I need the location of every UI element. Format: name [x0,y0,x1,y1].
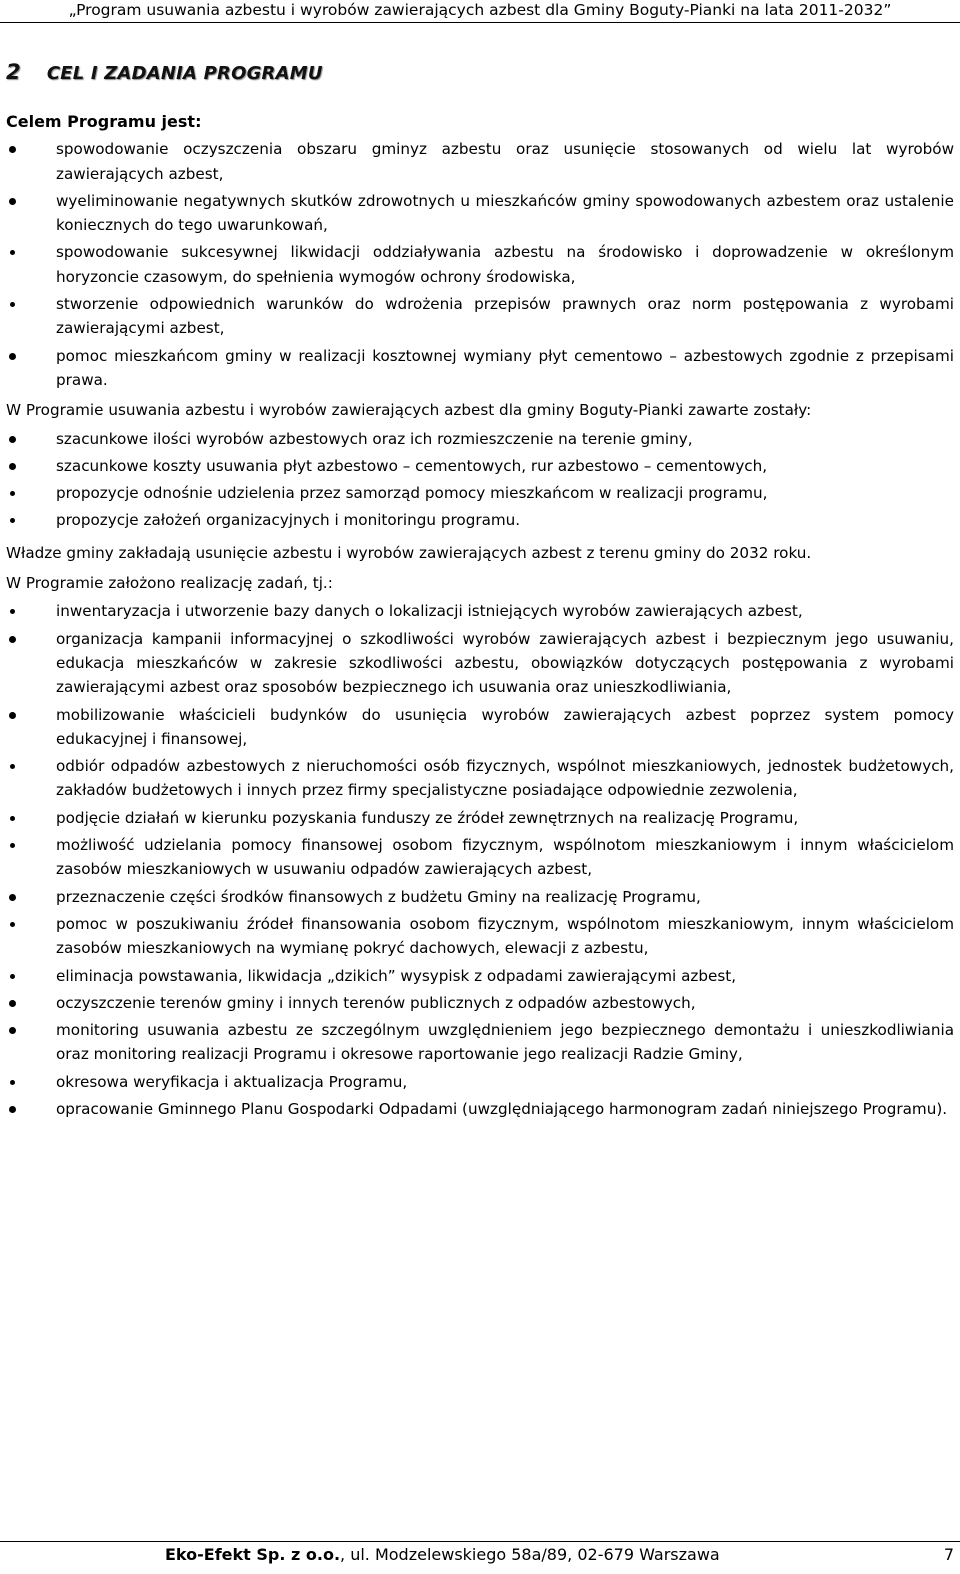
bullet-icon [10,974,15,979]
list-item: spowodowanie sukcesywnej likwidacji oddziaływania azbestu na środowisko i doprowadzenie w określonym horyzoncie czasowym, do spełnienia wymogów ochrony środowiska, [6,240,954,289]
bullet-icon [10,250,15,255]
tasks-list [6,599,954,1121]
footer-street: , ul. Modzelewskiego 58a/89, 02-679 Warszawa [340,1545,720,1564]
list-item: monitoring usuwania azbestu ze szczególnym uwzględnieniem jego bezpiecznego demontażu i unieszkodliwiania oraz monitoring realizacji Programu i okresowe raportowanie jego realizacji Radzie Gminy, [6,1018,954,1067]
list-item: stworzenie odpowiednich warunków do wdrożenia przepisów prawnych oraz norm postępowania z wyrobami zawierającymi azbest, [6,292,954,341]
bullet-icon [9,636,16,643]
page-content [6,110,954,1124]
list-item: inwentaryzacja i utworzenie bazy danych o lokalizacji istniejących wyrobów zawierających azbest, [6,599,954,623]
list-item: pomoc w poszukiwaniu źródeł finansowania osobom fizycznym, wspólnotom mieszkaniowym, innym właścicielom zasobów mieszkaniowych na wymianę pokryć dachowych, elewacji z azbestu, [6,912,954,961]
list-item: wyeliminowanie negatywnych skutków zdrowotnych u mieszkańców gminy spowodowanych azbestem oraz ustalenie koniecznych do tego uwarunkowań, [6,189,954,238]
list-item: podjęcie działań w kierunku pozyskania funduszy ze źródeł zewnętrznych na realizację Programu, [6,806,954,830]
bullet-icon [9,146,16,153]
bullet-icon [10,816,15,821]
header-title: „Program usuwania azbestu i wyrobów zawierających azbest dla Gminy Boguty-Pianki na lata 2011-2032” [68,1,892,19]
bullet-icon [10,518,15,523]
list-item: odbiór odpadów azbestowych z nieruchomości osób fizycznych, wspólnot mieszkaniowych, jednostek budżetowych, zakładów budżetowych i innych przez firmy specjalistyczne posiadające odpowiednie zezwolenia, [6,754,954,803]
bullet-icon [9,894,16,901]
list-item: organizacja kampanii informacyjnej o szkodliwości wyrobów zawierających azbest i bezpiecznym jego usuwaniu, edukacja mieszkańców w zakresie szkodliwości azbestu, obowiązków dotyczących postępowania z wyrobami zawierającymi azbest oraz sposobów bezpiecznego ich usuwania oraz unieszkodliwiania, [6,627,954,700]
tasks-intro: W Programie założono realizację zadań, tj.: [6,574,333,593]
goals-subheading: Celem Programu jest: [6,112,202,131]
list-item: oczyszczenie terenów gminy i innych terenów publicznych z odpadów azbestowych, [6,991,954,1015]
list-item: mobilizowanie właścicieli budynków do usunięcia wyrobów zawierających azbest poprzez system pomocy edukacyjnej i finansowej, [6,703,954,752]
list-item: propozycje założeń organizacyjnych i monitoringu programu. [6,508,954,532]
list-item: okresowa weryfikacja i aktualizacja Programu, [6,1070,954,1094]
list-item: możliwość udzielania pomocy finansowej osobom fizycznym, wspólnotom mieszkaniowym i innym właścicielom zasobów mieszkaniowych w usuwaniu odpadów zawierających azbest, [6,833,954,882]
bullet-icon [9,1000,16,1007]
bullet-icon [9,1106,16,1113]
bullet-icon [10,843,15,848]
bullet-icon [9,353,16,360]
bullet-icon [10,764,15,769]
list-item: pomoc mieszkańcom gminy w realizacji kosztownej wymiany płyt cementowo – azbestowych zgodnie z przepisami prawa. [6,344,954,393]
bullet-icon [9,463,16,470]
list-item: propozycje odnośnie udzielenia przez samorząd pomocy mieszkańcom w realizacji programu, [6,481,954,505]
page-header [0,0,960,23]
bullet-icon [9,198,16,205]
contents-intro: W Programie usuwania azbestu i wyrobów zawierających azbest dla gminy Boguty-Pianki zawarte zostały: [6,401,812,420]
section-heading [6,60,323,84]
footer-address [165,1545,720,1564]
list-item: spowodowanie oczyszczenia obszaru gminyz azbestu oraz usunięcie stosowanych od wielu lat wyrobów zawierających azbest, [6,137,954,186]
bullet-icon [10,491,15,496]
bullet-icon [10,1080,15,1085]
page-footer [0,1541,960,1574]
bullet-icon [9,712,16,719]
bullet-icon [10,922,15,927]
page-number: 7 [943,1545,954,1564]
statement: Władze gminy zakładają usunięcie azbestu i wyrobów zawierających azbest z terenu gminy do 2032 roku. [6,543,812,562]
list-item: opracowanie Gminnego Planu Gospodarki Odpadami (uwzględniającego harmonogram zadań niniejszego Programu). [6,1097,954,1121]
list-item: eliminacja powstawania, likwidacja „dzikich” wysypisk z odpadami zawierającymi azbest, [6,964,954,988]
contents-list [6,427,954,533]
heading-number: 2 [6,60,21,84]
list-item: szacunkowe ilości wyrobów azbestowych oraz ich rozmieszczenie na terenie gminy, [6,427,954,451]
bullet-icon [9,436,16,443]
bullet-icon [9,1027,16,1034]
list-item: szacunkowe koszty usuwania płyt azbestowo – cementowych, rur azbestowo – cementowych, [6,454,954,478]
bullet-icon [10,609,15,614]
list-item: przeznaczenie części środków finansowych z budżetu Gminy na realizację Programu, [6,885,954,909]
footer-company: Eko-Efekt Sp. z o.o. [165,1545,341,1564]
goals-list [6,137,954,392]
bullet-icon [10,302,15,307]
heading-title: CEL I ZADANIA PROGRAMU [46,63,323,84]
